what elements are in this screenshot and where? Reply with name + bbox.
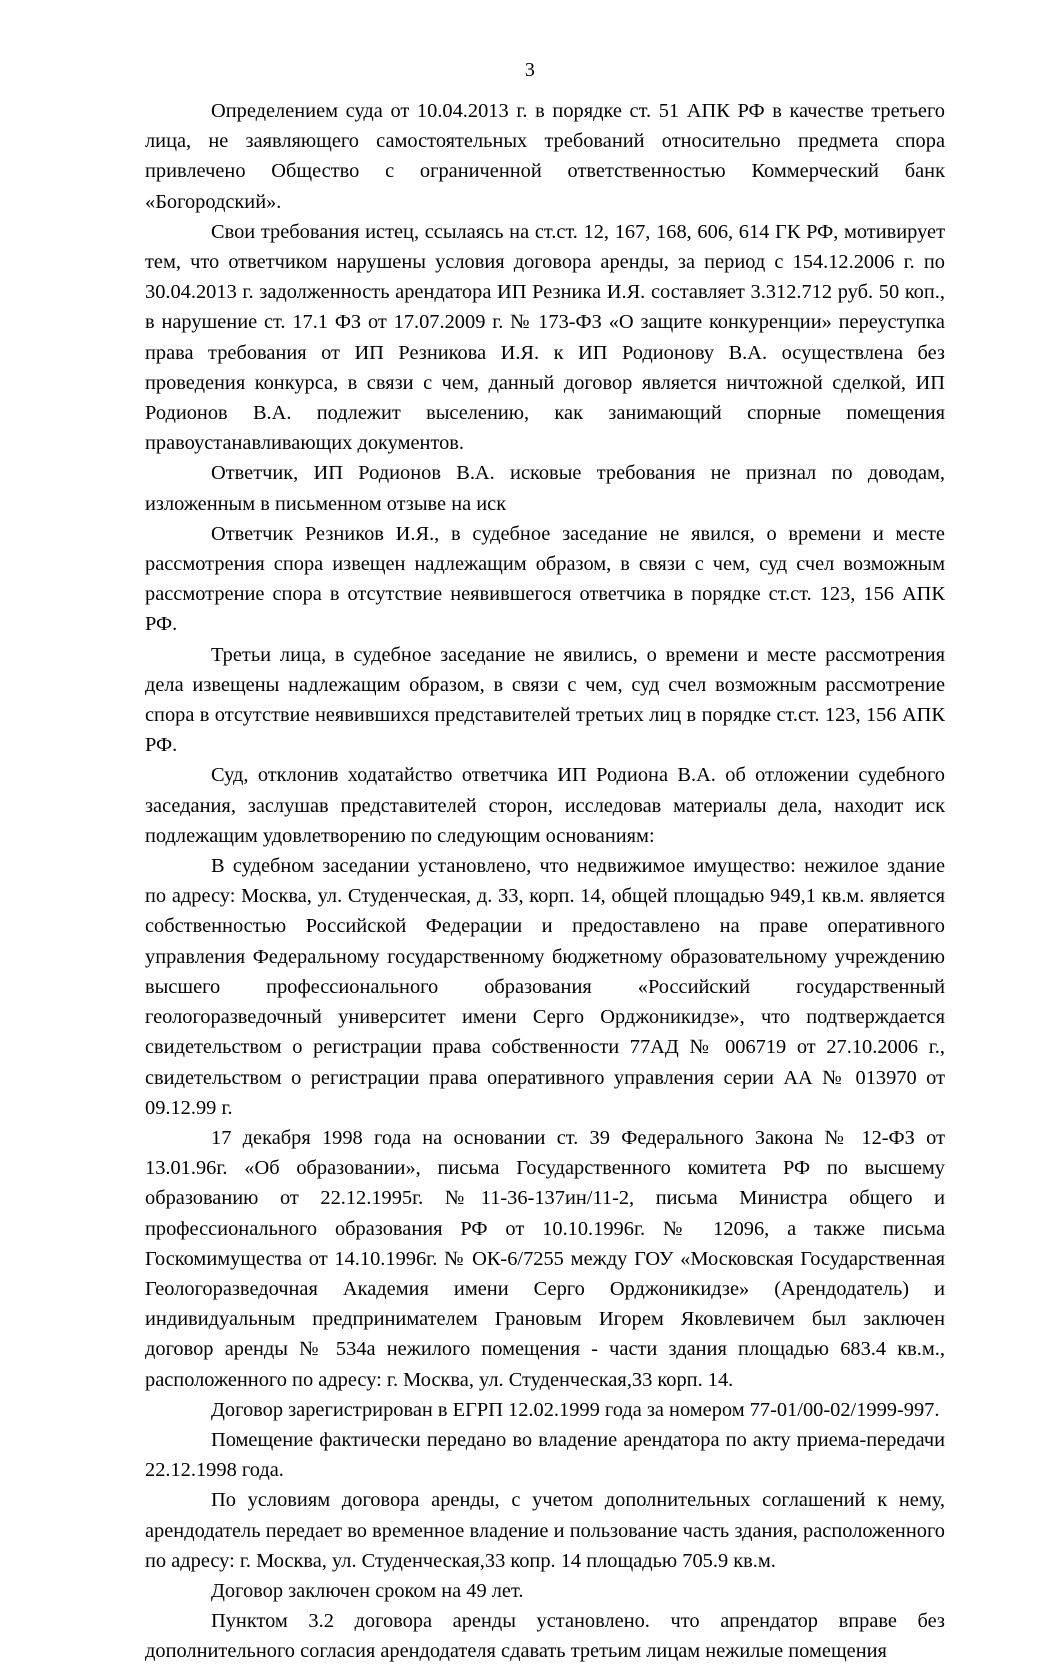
paragraph-10: Помещение фактически передано во владение арендатора по акту приема-передачи 22.12.1998 года. — [145, 1428, 945, 1482]
paragraph-1: Определением суда от 10.04.2013 г. в порядке ст. 51 АПК РФ в качестве третьего лица, не заявляющего самостоятельных требований относительно предмета спора привлечено Общество с ограниченной ответственностью Коммерческий банк «Богородский». — [145, 100, 945, 213]
paragraph-13: Пунктом 3.2 договора аренды установлено. что апрендатор вправе без дополнительного согласия арендодателя сдавать третьим лицам нежилые помещения — [145, 1610, 945, 1663]
paragraph-9: Договор зарегистрирован в ЕГРП 12.02.1999 года за номером 77-01/00-02/1999-997. — [211, 1398, 940, 1421]
paragraph-4: Ответчик Резников И.Я., в судебное заседание не явился, о времени и месте рассмотрения спора извещен надлежащим образом, в связи с чем, суд счел возможным рассмотрение спора в отсутствие неявившегося ответчика в порядке ст.ст. 123, 156 АПК РФ. — [145, 522, 945, 636]
paragraph-3: Ответчик, ИП Родионов В.А. исковые требования не признал по доводам, изложенным в письменном отзыве на иск — [145, 462, 945, 515]
paragraph-6: Суд, отклонив ходатайство ответчика ИП Родиона В.А. об отложении судебного заседания, заслушав представителей сторон, исследовав материалы дела, находит иск подлежащим удовлетворению по следующим основаниям: — [145, 764, 945, 847]
paragraph-7: В судебном заседании установлено, что недвижимое имущество: нежилое здание по адресу: Москва, ул. Студенческая, д. 33, корп. 14, общей площадью 949,1 кв.м. является собственностью Российской Федерации и предоставлено на праве оперативного управления Федеральному государственному бюджетному образовательному учреждению высшего профессионального образования «Российский государственный геологоразведочный университет имени Серго Орджоникидзе», что подтверждается свидетельством о регистрации права собственности 77АД № 006719 от 27.10.2006 г., свидетельством о регистрации права оперативного управления серии АА № 013970 от 09.12.99 г. — [145, 855, 945, 1119]
document-body — [145, 96, 945, 1667]
paragraph-11: По условиям договора аренды, с учетом дополнительных соглашений к нему, арендодатель передает во временное владение и пользование часть здания, расположенного по адресу: г. Москва, ул. Студенческая,33 копр. 14 площадью 705.9 кв.м. — [145, 1489, 945, 1572]
paragraph-8: 17 декабря 1998 года на основании ст. 39 Федерального Закона № 12-ФЗ от 13.01.96г. «Об образовании», письма Государственного комитета РФ по высшему образованию от 22.12.1995г. №11-36-137ин/11-2, письма Министра общего и профессионального образования РФ от 10.10.1996г. № 12096, а также письма Госкомимущества от 14.10.1996г. № ОК-6/7255 между ГОУ «Московская Государственная Геологоразведочная Академия имени Серго Орджоникидзе» (Арендодатель) и индивидуальным предпринимателем Грановым Игорем Яковлевичем был заключен договор аренды № 534а нежилого помещения - части здания площадью 683.4 кв.м., расположенного по адресу: г. Москва, ул. Студенческая,33 корп. 14. — [145, 1126, 945, 1391]
paragraph-12: Договор заключен сроком на 49 лет. — [211, 1579, 524, 1602]
paragraph-5: Третьи лица, в судебное заседание не явились, о времени и месте рассмотрения дела извещены надлежащим образом, в связи с чем, суд счел возможным рассмотрение спора в отсутствие неявившихся представителей третьих лиц в порядке ст.ст. 123, 156 АПК РФ. — [145, 643, 945, 757]
page-number: 3 — [524, 59, 536, 81]
paragraph-2: Свои требования истец, ссылаясь на ст.ст. 12, 167, 168, 606, 614 ГК РФ, мотивирует тем, что ответчиком нарушены условия договора аренды, за период с 154.12.2006 г. по 30.04.2013 г. задолженность арендатора ИП Резника И.Я. составляет 3.312.712 руб. 50 коп., в нарушение ст. 17.1 ФЗ от 17.07.2009 г. № 173-ФЗ «О защите конкуренции» переуступка права требования от ИП Резникова И.Я. к ИП Родионову В.А. осуществлена без проведения конкурса, в связи с чем, данный договор является ничтожной сделкой, ИП Родионов В.А. подлежит выселению, как занимающий спорные помещения правоустанавливающих документов. — [145, 220, 945, 455]
